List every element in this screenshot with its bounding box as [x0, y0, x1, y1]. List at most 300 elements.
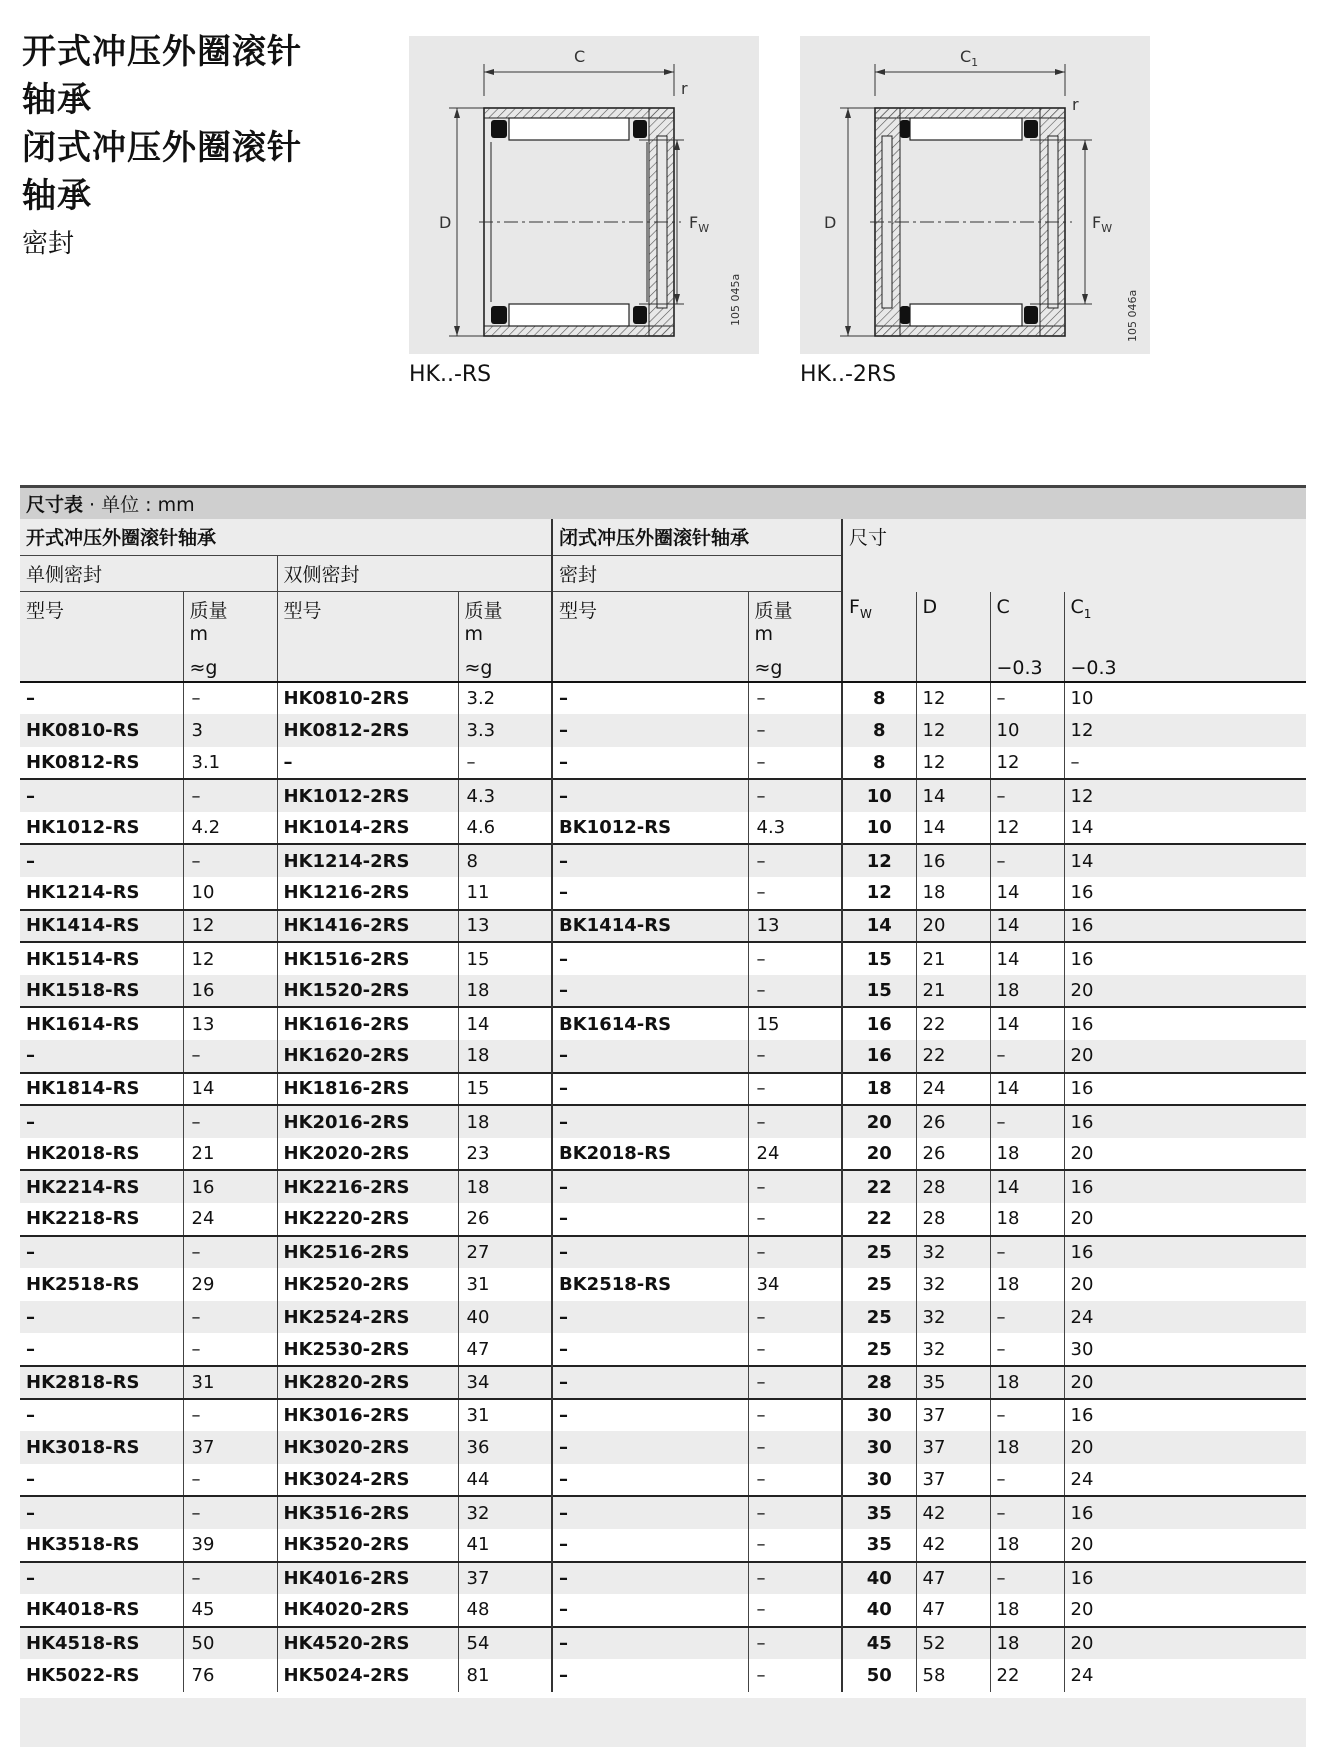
cell-c1: 20 — [1064, 1040, 1306, 1073]
table-row — [20, 682, 1306, 715]
header-double-seal: 双侧密封 — [277, 556, 552, 592]
cell-mass-double: 37 — [458, 1562, 552, 1595]
cell-c1: 12 — [1064, 714, 1306, 747]
cell-d: 47 — [916, 1594, 990, 1627]
table-body — [20, 682, 1306, 1692]
cell-type-single: – — [20, 1399, 183, 1432]
cell-type-double: HK1014-2RS — [277, 812, 458, 845]
cell-type-closed: – — [552, 779, 748, 812]
cell-c1: 14 — [1064, 844, 1306, 877]
cell-c: 14 — [990, 877, 1064, 910]
footer-band — [20, 1698, 1306, 1747]
cell-type-double: HK1620-2RS — [277, 1040, 458, 1073]
cell-fw: 25 — [842, 1301, 916, 1334]
cell-mass-closed: – — [748, 714, 842, 747]
cell-type-closed: – — [552, 942, 748, 975]
table-row — [20, 975, 1306, 1008]
table-row — [20, 877, 1306, 910]
cell-fw: 20 — [842, 1105, 916, 1138]
cell-mass-closed: – — [748, 1040, 842, 1073]
cell-mass-double: 15 — [458, 1073, 552, 1106]
cell-d: 32 — [916, 1268, 990, 1301]
cell-c: 18 — [990, 1431, 1064, 1464]
col-type-double: 型号 — [277, 592, 458, 682]
cell-fw: 30 — [842, 1399, 916, 1432]
cell-type-double: HK2220-2RS — [277, 1203, 458, 1236]
cell-mass-double: 11 — [458, 877, 552, 910]
table-row — [20, 1170, 1306, 1203]
cell-c1: 16 — [1064, 1496, 1306, 1529]
header-dimensions: 尺寸 — [842, 519, 1306, 592]
cell-mass-single: 39 — [183, 1529, 277, 1562]
cell-type-single: HK5022-RS — [20, 1659, 183, 1692]
cell-fw: 40 — [842, 1562, 916, 1595]
cell-c1: 16 — [1064, 1236, 1306, 1269]
cell-c1: 20 — [1064, 1431, 1306, 1464]
table-row — [20, 1236, 1306, 1269]
cell-type-single: – — [20, 1562, 183, 1595]
cell-d: 21 — [916, 942, 990, 975]
cell-c: – — [990, 1105, 1064, 1138]
cell-type-double: HK5024-2RS — [277, 1659, 458, 1692]
table-row — [20, 1399, 1306, 1432]
table-row — [20, 844, 1306, 877]
header-group-row — [20, 519, 1306, 556]
table-row — [20, 1007, 1306, 1040]
cell-type-closed: BK1614-RS — [552, 1007, 748, 1040]
cell-mass-double: 32 — [458, 1496, 552, 1529]
cell-d: 28 — [916, 1170, 990, 1203]
cell-d: 37 — [916, 1399, 990, 1432]
cell-mass-closed: 13 — [748, 910, 842, 943]
cell-c1: 16 — [1064, 1170, 1306, 1203]
cell-mass-double: 15 — [458, 942, 552, 975]
cell-type-double: HK2820-2RS — [277, 1366, 458, 1399]
cell-mass-closed: – — [748, 1170, 842, 1203]
cell-c: 18 — [990, 1594, 1064, 1627]
cell-mass-closed: – — [748, 1529, 842, 1562]
cell-type-double: HK4020-2RS — [277, 1594, 458, 1627]
col-type-closed: 型号 — [552, 592, 748, 682]
header-open-bearing: 开式冲压外圈滚针轴承 — [20, 519, 552, 556]
cell-c1: 20 — [1064, 1627, 1306, 1660]
cell-c: 12 — [990, 812, 1064, 845]
cell-c1: 24 — [1070, 1469, 1094, 1491]
table-row — [20, 779, 1306, 812]
table-row — [20, 1627, 1306, 1660]
cell-mass-single: – — [183, 1040, 277, 1073]
cell-mass-single: 76 — [183, 1659, 277, 1692]
cell-type-single: HK1614-RS — [20, 1007, 183, 1040]
cell-type-closed: – — [552, 1366, 748, 1399]
cell-type-closed: – — [552, 1496, 748, 1529]
cell-mass-double: 18 — [458, 1170, 552, 1203]
cell-type-closed: – — [552, 844, 748, 877]
cell-type-single: – — [20, 1105, 183, 1138]
cell-mass-closed: – — [748, 1659, 842, 1692]
cell-fw: 35 — [842, 1496, 916, 1529]
cell-fw: 8 — [842, 747, 916, 780]
cell-d: 12 — [916, 747, 990, 780]
cell-mass-double: 8 — [458, 844, 552, 877]
cell-fw: 30 — [842, 1431, 916, 1464]
cell-d: 32 — [916, 1301, 990, 1334]
table-row — [20, 1203, 1306, 1236]
cell-type-closed: – — [552, 1594, 748, 1627]
title-open-type-cont: 轴承 — [22, 80, 92, 120]
cell-mass-closed: – — [748, 1203, 842, 1236]
table-caption — [20, 487, 1306, 519]
cell-type-double: HK2520-2RS — [277, 1268, 458, 1301]
cell-mass-closed: 24 — [748, 1138, 842, 1171]
cell-c: 12 — [990, 747, 1064, 780]
cell-mass-single: 16 — [183, 975, 277, 1008]
cell-fw: 12 — [842, 877, 916, 910]
cell-fw: 50 — [842, 1659, 916, 1692]
cell-fw: 15 — [842, 942, 916, 975]
cell-c: – — [990, 1464, 1064, 1497]
cell-d: 32 — [916, 1236, 990, 1269]
cell-type-single: – — [20, 844, 183, 877]
cell-mass-single: 29 — [183, 1268, 277, 1301]
col-d: D — [916, 592, 990, 682]
cell-type-closed: – — [552, 1431, 748, 1464]
cell-type-double: HK0810-2RS — [277, 682, 458, 715]
bearing-drawing-rs — [409, 36, 759, 354]
cell-fw: 12 — [842, 844, 916, 877]
cell-d: 12 — [916, 682, 990, 715]
cell-mass-closed: 34 — [748, 1268, 842, 1301]
cell-type-closed: – — [552, 1333, 748, 1366]
cell-d: 14 — [916, 779, 990, 812]
cell-c1: 20 — [1070, 1273, 1094, 1295]
cell-type-double: HK1416-2RS — [277, 910, 458, 943]
cell-d: 12 — [916, 714, 990, 747]
cell-c: – — [990, 682, 1064, 715]
cell-mass-closed: – — [748, 1562, 842, 1595]
cell-type-double: HK0812-2RS — [277, 714, 458, 747]
table-row — [20, 1105, 1306, 1138]
cell-mass-double: 26 — [458, 1203, 552, 1236]
cell-mass-single: 3 — [183, 714, 277, 747]
cell-c: – — [990, 1333, 1064, 1366]
table-row — [20, 812, 1306, 845]
cell-type-single: – — [20, 1301, 183, 1334]
title-closed-type: 闭式冲压外圈滚针 — [22, 128, 302, 168]
table-row — [20, 1040, 1306, 1073]
table-row — [20, 1138, 1306, 1171]
cell-c1: 16 — [1064, 1399, 1306, 1432]
cell-d: 24 — [916, 1073, 990, 1106]
cell-type-double: HK2020-2RS — [277, 1138, 458, 1171]
cell-fw: 16 — [842, 1007, 916, 1040]
cell-c: – — [990, 844, 1064, 877]
cell-type-double: HK4520-2RS — [277, 1627, 458, 1660]
cell-mass-double: 18 — [458, 1105, 552, 1138]
cell-mass-single: – — [183, 844, 277, 877]
cell-fw: 30 — [842, 1464, 916, 1497]
cell-type-closed: – — [552, 1040, 748, 1073]
cell-mass-closed: – — [748, 1464, 842, 1497]
cell-mass-closed: – — [748, 1301, 842, 1334]
cell-d: 22 — [916, 1007, 990, 1040]
figure-hk-2rs — [800, 36, 1150, 354]
cell-type-closed: – — [552, 747, 748, 780]
cell-fw: 28 — [842, 1366, 916, 1399]
cell-mass-double: 27 — [458, 1236, 552, 1269]
cell-c1: 20 — [1070, 1534, 1094, 1556]
table-row — [20, 910, 1306, 943]
cell-type-single: HK0810-RS — [20, 714, 183, 747]
cell-type-single: HK1214-RS — [20, 877, 183, 910]
cell-mass-closed: – — [748, 877, 842, 910]
cell-c: 18 — [990, 1529, 1064, 1562]
cell-type-single: HK0812-RS — [20, 747, 183, 780]
cell-type-single: HK1012-RS — [20, 812, 183, 845]
cell-fw: 25 — [842, 1333, 916, 1366]
title-block — [22, 28, 352, 266]
cell-type-single: – — [20, 1496, 183, 1529]
bearing-drawing-2rs — [800, 36, 1150, 354]
figure-hk-rs — [409, 36, 759, 354]
cell-c: 22 — [990, 1659, 1064, 1692]
cell-type-single: – — [20, 779, 183, 812]
cell-type-closed: – — [552, 1301, 748, 1334]
cell-mass-double: 41 — [458, 1529, 552, 1562]
cell-type-single: HK2018-RS — [20, 1138, 183, 1171]
col-type-single: 型号 — [20, 592, 183, 682]
cell-c: 18 — [990, 1268, 1064, 1301]
table-row — [20, 1464, 1306, 1497]
cell-c1: 20 — [1070, 1208, 1094, 1230]
cell-mass-closed: – — [748, 682, 842, 715]
cell-type-single: HK2518-RS — [20, 1268, 183, 1301]
dim-d-label: D — [439, 213, 452, 232]
col-c1: $C_1$ −0.3 — [1064, 592, 1306, 682]
cell-type-single: HK2214-RS — [20, 1170, 183, 1203]
cell-mass-single: – — [183, 1562, 277, 1595]
cell-c1: 20 — [1070, 1143, 1094, 1165]
cell-mass-double: 14 — [458, 1007, 552, 1040]
cell-mass-single: 12 — [183, 942, 277, 975]
cell-c: – — [990, 1236, 1064, 1269]
cell-type-double: HK2216-2RS — [277, 1170, 458, 1203]
cell-mass-single: – — [183, 682, 277, 715]
cell-mass-single: 24 — [183, 1203, 277, 1236]
cell-type-closed: – — [552, 1203, 748, 1236]
cell-type-double: HK3520-2RS — [277, 1529, 458, 1562]
cell-c1: 16 — [1064, 942, 1306, 975]
cell-fw: 40 — [842, 1594, 916, 1627]
cell-fw: 10 — [842, 812, 916, 845]
cell-d: 42 — [916, 1496, 990, 1529]
cell-c1: 20 — [1070, 1599, 1094, 1621]
cell-type-double: HK2524-2RS — [277, 1301, 458, 1334]
cell-mass-single: – — [183, 1301, 277, 1334]
table-row — [20, 1562, 1306, 1595]
cell-fw: 22 — [842, 1203, 916, 1236]
table-row — [20, 1594, 1306, 1627]
cell-type-single: HK3518-RS — [20, 1529, 183, 1562]
cell-type-double: HK1216-2RS — [277, 877, 458, 910]
cell-type-closed: – — [552, 1073, 748, 1106]
cell-d: 14 — [916, 812, 990, 845]
cell-c: – — [990, 779, 1064, 812]
cell-c1: 20 — [1064, 1366, 1306, 1399]
cell-mass-single: 21 — [183, 1138, 277, 1171]
cell-type-single: – — [20, 1040, 183, 1073]
cell-fw: 8 — [842, 714, 916, 747]
cell-type-double: HK3020-2RS — [277, 1431, 458, 1464]
cell-fw: 35 — [842, 1529, 916, 1562]
cell-fw: 14 — [842, 910, 916, 943]
cell-mass-double: 13 — [458, 910, 552, 943]
cell-type-double: HK2530-2RS — [277, 1333, 458, 1366]
header-seal: 密封 — [552, 556, 842, 592]
table-row — [20, 1431, 1306, 1464]
cell-type-closed: – — [552, 1170, 748, 1203]
cell-mass-single: 4.2 — [183, 812, 277, 845]
cell-mass-double: 4.6 — [458, 812, 552, 845]
cell-mass-closed: – — [748, 1333, 842, 1366]
dim-d-label: D — [824, 213, 837, 232]
cell-c: – — [990, 1399, 1064, 1432]
cell-c1: 16 — [1070, 882, 1094, 904]
table-row — [20, 1073, 1306, 1106]
cell-mass-double: 23 — [458, 1138, 552, 1171]
cell-d: 37 — [916, 1431, 990, 1464]
cell-mass-double: 18 — [458, 1040, 552, 1073]
cell-c1: – — [1070, 751, 1080, 773]
cell-d: 18 — [916, 877, 990, 910]
cell-c1: 16 — [1064, 1007, 1306, 1040]
subtitle-sealed: 密封 — [22, 229, 75, 259]
figure-caption-2rs: HK..-2RS — [800, 362, 897, 387]
cell-type-double: HK1214-2RS — [277, 844, 458, 877]
cell-type-double: HK1520-2RS — [277, 975, 458, 1008]
cell-mass-single: 13 — [183, 1007, 277, 1040]
cell-d: 32 — [916, 1333, 990, 1366]
cell-type-closed: – — [552, 1659, 748, 1692]
table-row — [20, 1268, 1306, 1301]
cell-fw: 20 — [842, 1138, 916, 1171]
cell-mass-single: 45 — [183, 1594, 277, 1627]
cell-d: 20 — [916, 910, 990, 943]
cell-type-closed: BK2518-RS — [552, 1268, 748, 1301]
cell-fw: 18 — [842, 1073, 916, 1106]
cell-mass-double: 31 — [458, 1399, 552, 1432]
cell-mass-double: 81 — [458, 1659, 552, 1692]
cell-mass-double: 40 — [458, 1301, 552, 1334]
cell-mass-single: 16 — [183, 1170, 277, 1203]
cell-type-closed: – — [552, 1399, 748, 1432]
cell-type-closed: BK2018-RS — [552, 1138, 748, 1171]
table-row — [20, 942, 1306, 975]
cell-type-double: HK3024-2RS — [277, 1464, 458, 1497]
cell-type-double: HK1616-2RS — [277, 1007, 458, 1040]
cell-mass-closed: – — [748, 1594, 842, 1627]
cell-c1: 24 — [1070, 1665, 1094, 1687]
table-row — [20, 1496, 1306, 1529]
cell-d: 52 — [916, 1627, 990, 1660]
cell-mass-double: 44 — [458, 1464, 552, 1497]
cell-c: 14 — [990, 910, 1064, 943]
table-row — [20, 1366, 1306, 1399]
cell-c1: 12 — [1064, 779, 1306, 812]
drawing-code: 105 046a — [1126, 289, 1139, 342]
cell-mass-single: – — [183, 1464, 277, 1497]
cell-mass-single: – — [183, 779, 277, 812]
cell-type-single: HK1518-RS — [20, 975, 183, 1008]
cell-type-double: HK1012-2RS — [277, 779, 458, 812]
cell-c: 18 — [990, 975, 1064, 1008]
cell-mass-double: 3.2 — [458, 682, 552, 715]
cell-type-double: – — [277, 747, 458, 780]
cell-type-single: – — [20, 1464, 183, 1497]
cell-d: 58 — [916, 1659, 990, 1692]
cell-type-closed: – — [552, 1464, 748, 1497]
cell-type-closed: – — [552, 1627, 748, 1660]
cell-mass-double: 34 — [458, 1366, 552, 1399]
table-row — [20, 1333, 1306, 1366]
cell-c1: 30 — [1070, 1338, 1094, 1360]
cell-mass-single: 37 — [183, 1431, 277, 1464]
dimension-table — [20, 485, 1306, 1692]
cell-type-single: HK3018-RS — [20, 1431, 183, 1464]
table-row — [20, 1301, 1306, 1334]
figure-caption-rs: HK..-RS — [409, 362, 492, 387]
cell-mass-double: 48 — [458, 1594, 552, 1627]
cell-mass-closed: – — [748, 1496, 842, 1529]
cell-mass-closed: – — [748, 1105, 842, 1138]
cell-type-single: HK2218-RS — [20, 1203, 183, 1236]
cell-c: – — [990, 1562, 1064, 1595]
cell-fw: 16 — [842, 1040, 916, 1073]
cell-mass-double: 3.3 — [458, 714, 552, 747]
cell-mass-closed: – — [748, 779, 842, 812]
cell-mass-single: – — [183, 1496, 277, 1529]
cell-mass-closed: – — [748, 942, 842, 975]
cell-mass-double: 54 — [458, 1627, 552, 1660]
cell-type-closed: – — [552, 1562, 748, 1595]
cell-type-closed: BK1414-RS — [552, 910, 748, 943]
cell-type-closed: – — [552, 1236, 748, 1269]
cell-type-single: – — [20, 682, 183, 715]
cell-d: 28 — [916, 1203, 990, 1236]
cell-mass-single: – — [183, 1333, 277, 1366]
cell-type-closed: – — [552, 877, 748, 910]
cell-mass-closed: – — [748, 1366, 842, 1399]
cell-type-double: HK3016-2RS — [277, 1399, 458, 1432]
cell-type-double: HK2516-2RS — [277, 1236, 458, 1269]
cell-mass-single: – — [183, 1399, 277, 1432]
cell-d: 26 — [916, 1138, 990, 1171]
cell-type-closed: BK1012-RS — [552, 812, 748, 845]
cell-c: – — [990, 1496, 1064, 1529]
cell-mass-single: – — [183, 1236, 277, 1269]
cell-mass-closed: – — [748, 1073, 842, 1106]
cell-type-closed: – — [552, 682, 748, 715]
cell-mass-double: 47 — [458, 1333, 552, 1366]
cell-c: 14 — [990, 1073, 1064, 1106]
table-row — [20, 747, 1306, 780]
dim-fw-label: $F_W$ — [689, 213, 710, 235]
table-row — [20, 714, 1306, 747]
table-row — [20, 1529, 1306, 1562]
cell-mass-double: – — [458, 747, 552, 780]
cell-c: 10 — [990, 714, 1064, 747]
cell-mass-single: 31 — [183, 1366, 277, 1399]
